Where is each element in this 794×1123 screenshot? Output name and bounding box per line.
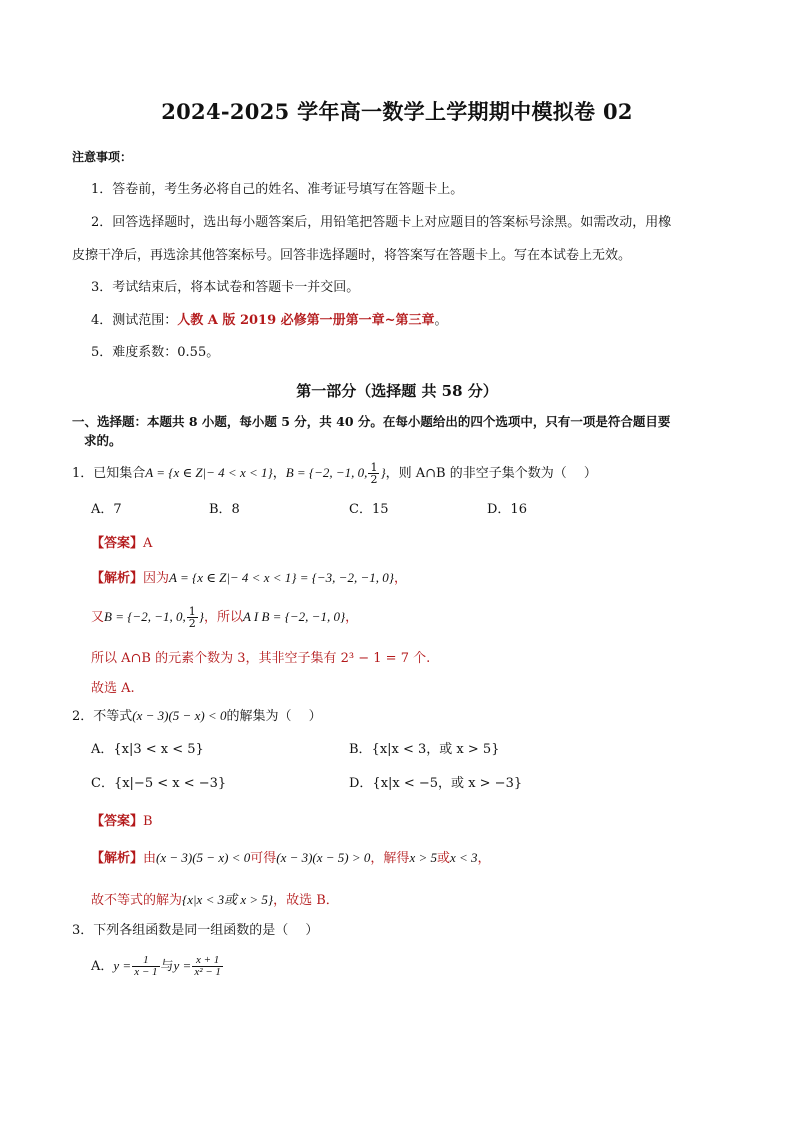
q1-analysis-2-fraction: [187, 606, 198, 629]
q1-analysis-line-4: 故选 A.: [91, 681, 135, 696]
q2-option-c: C．{x|−5 < x < −3}: [91, 776, 227, 791]
q2-analysis-2-a: 故不等式的解为: [91, 893, 183, 908]
q1-analysis-2-frac-den: 2: [188, 617, 196, 630]
q1-fraction-den: 2: [370, 473, 378, 486]
q3-option-a-frac-1-den: x − 1: [134, 966, 158, 978]
q1-option-d: D．16: [487, 502, 527, 517]
q2-analysis-1-d: 或: [436, 851, 450, 866]
q2-analysis-1-a: 由: [143, 851, 157, 866]
q1-answer-value: A: [143, 536, 153, 551]
q2-analysis-1-c: ，解得: [370, 851, 410, 866]
q2-analysis-1-b: 可得: [250, 851, 277, 866]
q2-analysis-1-m3: x > 5: [409, 850, 437, 865]
q2-answer: [91, 813, 153, 831]
notice-item-4-prefix: 4．测试范围：: [91, 313, 178, 328]
q1-analysis-2-math-b: }: [198, 609, 204, 624]
q1-option-a: A．7: [91, 502, 122, 517]
q1-answer: [91, 535, 152, 553]
notice-item-5: 5．难度系数：0.55。: [91, 345, 220, 360]
notice-item-3: 3．考试结束后，将本试卷和答题卡一并交回。: [91, 280, 360, 295]
q1-option-c: C．15: [349, 502, 389, 517]
part-intro-line-2: 求的。: [84, 433, 122, 448]
q2-option-b: B．{x|x < 3，或 x > 5}: [349, 742, 500, 757]
q3-option-a-frac-1-num: 1: [132, 955, 159, 967]
q1-set-b-prefix: B = {−2, −1, 0,: [285, 465, 368, 480]
q2-analysis-2-b: ，故选 B．: [273, 893, 339, 908]
q1-answer-label: 【答案】: [91, 536, 144, 551]
q2-suffix: 的解集为（ ）: [226, 709, 322, 724]
notice-item-4-suffix: 。: [434, 313, 448, 328]
notice-item-1: 1．答卷前，考生务必将自己的姓名、准考证号填写在答题卡上。: [91, 182, 464, 197]
q1-analysis-label: 【解析】: [91, 571, 144, 586]
q3-option-a-frac-2-den: x² − 1: [194, 966, 221, 978]
q2-analysis-2-m: {x|x < 3或 x > 5}: [182, 892, 274, 907]
q1-analysis-1-end: ，: [393, 571, 407, 586]
q1-analysis-2-math-c: A I B = {−2, −1, 0}: [242, 609, 346, 624]
q2-prefix: 2．不等式: [72, 709, 133, 724]
q1-fraction-num: 1: [370, 461, 378, 474]
notice-item-4: [91, 312, 448, 330]
q2-analysis-line-2: [91, 891, 339, 910]
part-intro-line-1: 一、选择题：本题共 8 小题，每小题 5 分，共 40 分。在每小题给出的四个选项中，只有一项是符合题目要: [72, 414, 671, 429]
q1-prefix: 1．已知集合: [72, 466, 146, 481]
q2-analysis-label: 【解析】: [91, 851, 144, 866]
q3-option-a-y1: y =: [113, 958, 132, 973]
section-title: 第一部分（选择题 共 58 分）: [296, 382, 498, 400]
q2-inequality: (x − 3)(5 − x) < 0: [132, 708, 227, 723]
q2-analysis-1-e: ，: [477, 851, 491, 866]
q2-answer-label: 【答案】: [91, 814, 144, 829]
q1-analysis-2-math-a: B = {−2, −1, 0,: [104, 609, 186, 624]
q3-option-a-y2: y =: [173, 958, 192, 973]
q1-analysis-line-1: [91, 569, 407, 588]
notice-item-2-line-1: 2．回答选择题时，选出每小题答案后，用铅笔把答题卡上对应题目的答案标号涂黑。如需改动，用橡: [91, 215, 672, 230]
q1-fraction: [368, 462, 379, 485]
notice-item-2-line-2: 皮擦干净后，再选涂其他答案标号。回答非选择题时，将答案写在答题卡上。写在本试卷上无效。: [72, 248, 632, 263]
q3-option-a: [91, 954, 224, 979]
notice-item-4-range: 人教 A 版 2019 必修第一册第一章~第三章: [177, 313, 435, 328]
q1-analysis-1-math: A = {x ∈ Z|− 4 < x < 1} = {−3, −2, −1, 0}: [169, 570, 394, 585]
q1-analysis-2-mid: ，所以: [203, 610, 243, 625]
page-title: 2024-2025 学年高一数学上学期期中模拟卷 02: [161, 99, 633, 124]
q1-analysis-line-3: 所以 A∩B 的元素个数为 3，其非空子集有 2³ − 1 = 7 个.: [91, 651, 431, 666]
q2-analysis-line-1: [91, 849, 491, 868]
question-3-stem: 3．下列各组函数是同一组函数的是（ ）: [72, 923, 319, 938]
q1-analysis-2-frac-num: 1: [188, 605, 196, 618]
q3-option-a-frac-2-num: x + 1: [192, 955, 223, 967]
q1-analysis-1-text: 因为: [143, 571, 170, 586]
q2-analysis-1-m1: (x − 3)(5 − x) < 0: [156, 850, 251, 865]
question-1-stem: [72, 462, 597, 485]
q1-analysis-line-2: [91, 606, 358, 629]
q1-set-b-suffix: }: [380, 465, 386, 480]
q1-suffix: ，则 A∩B 的非空子集个数为（ ）: [385, 466, 597, 481]
q2-analysis-1-m2: (x − 3)(x − 5) > 0: [276, 850, 371, 865]
q3-option-a-label: A．: [91, 959, 114, 974]
notice-heading: 注意事项：: [72, 150, 133, 164]
q1-analysis-2-end: ，: [345, 610, 359, 625]
q1-comma: ，: [272, 466, 286, 481]
question-2-stem: [72, 707, 322, 726]
q2-analysis-1-m4: x < 3: [450, 850, 478, 865]
q2-answer-value: B: [143, 814, 153, 829]
q2-option-d: D．{x|x < −5，或 x > −3}: [349, 776, 523, 791]
q1-option-b: B．8: [209, 502, 240, 517]
q1-analysis-2-prefix: 又: [91, 610, 105, 625]
q2-option-a: A．{x|3 < x < 5}: [91, 742, 204, 757]
q3-option-a-frac-1: [132, 955, 159, 978]
q3-option-a-mid: 与: [160, 959, 174, 974]
q1-set-a: A = {x ∈ Z|− 4 < x < 1}: [145, 465, 273, 480]
q3-option-a-frac-2: [192, 955, 223, 978]
